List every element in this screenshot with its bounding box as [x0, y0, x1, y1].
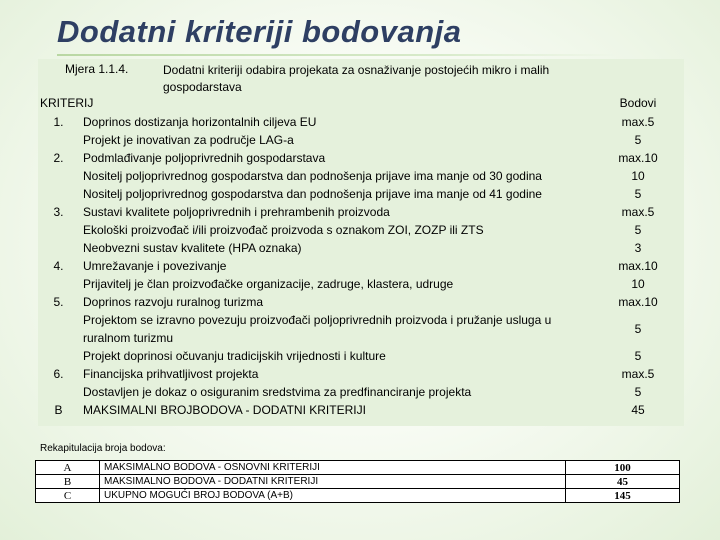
criteria-points: 5: [634, 133, 642, 147]
criteria-text: Doprinos razvoju ruralnog turizma: [83, 295, 264, 309]
criteria-text: Podmlađivanje poljoprivrednih gospodarstava: [83, 151, 326, 165]
recap-value: 100: [566, 461, 680, 475]
criteria-points: 45: [631, 403, 645, 417]
criteria-points: max.10: [618, 151, 658, 165]
criteria-number: 2.: [53, 151, 64, 165]
criteria-number: 3.: [53, 205, 64, 219]
criteria-points: max.10: [618, 295, 658, 309]
kriterij-header: KRITERIJ: [40, 96, 94, 110]
criteria-points: 10: [631, 277, 645, 291]
criteria-text: MAKSIMALNI BROJBODOVA - DODATNI KRITERIJI: [83, 403, 366, 417]
criteria-text: Neobvezni sustav kvalitete (HPA oznaka): [83, 241, 302, 255]
recap-value: 145: [566, 489, 680, 503]
criteria-points: max.5: [621, 205, 655, 219]
criteria-text: Prijavitelj je član proizvođačke organizacije, zadruge, klastera, udruge: [83, 277, 454, 291]
criteria-number: B: [54, 403, 63, 417]
recap-value: 45: [566, 475, 680, 489]
recap-label-cell: MAKSIMALNO BODOVA - OSNOVNI KRITERIJI: [100, 461, 566, 475]
recap-code: A: [36, 461, 100, 475]
criteria-text: Financijska prihvatljivost projekta: [83, 367, 259, 381]
criteria-text: Projektom se izravno povezuju proizvođači poljoprivrednih proizvoda i pružanje usluga u ruralnom turizmu: [83, 313, 552, 345]
recap-label-cell: UKUPNO MOGUĆI BROJ BODOVA (A+B): [100, 489, 566, 503]
criteria-points: max.5: [621, 367, 655, 381]
criteria-number: 6.: [53, 367, 64, 381]
criteria-text: Doprinos dostizanja horizontalnih ciljeva EU: [83, 115, 317, 129]
criteria-text: Nositelj poljoprivrednog gospodarstva dan podnošenja prijave ima manje od 30 godina: [83, 169, 542, 183]
criteria-points: 5: [634, 349, 642, 363]
recap-label: Rekapitulacija broja bodova:: [40, 443, 166, 454]
criteria-number: 4.: [53, 259, 64, 273]
criteria-points: 5: [634, 385, 642, 399]
table-row: [36, 475, 680, 489]
recap-label-cell: MAKSIMALNO BODOVA - DODATNI KRITERIJI: [100, 475, 566, 489]
recap-code: B: [36, 475, 100, 489]
criteria-text: Sustavi kvalitete poljoprivrednih i prehrambenih proizvoda: [83, 205, 390, 219]
criteria-points: 5: [634, 223, 642, 237]
bodovi-header: Bodovi: [619, 96, 657, 110]
measure-code: Mjera 1.1.4.: [65, 62, 129, 76]
recap-table: [35, 460, 680, 503]
page-title: Dodatni kriteriji bodovanja: [57, 14, 462, 49]
criteria-number: 5.: [53, 295, 64, 309]
table-row: [36, 461, 680, 475]
criteria-points: 5: [634, 322, 642, 336]
table-row: [36, 489, 680, 503]
criteria-points: 3: [634, 241, 642, 255]
criteria-number: 1.: [53, 115, 64, 129]
title-underline: [57, 54, 617, 56]
recap-code: C: [36, 489, 100, 503]
criteria-text: Projekt je inovativan za područje LAG-a: [83, 133, 294, 147]
criteria-text: Projekt doprinosi očuvanju tradicijskih vrijednosti i kulture: [83, 349, 386, 363]
criteria-text: Ekološki proizvođač i/ili proizvođač proizvoda s oznakom ZOI, ZOZP ili ZTS: [83, 223, 484, 237]
criteria-points: max.5: [621, 115, 655, 129]
criteria-text: Nositelj poljoprivrednog gospodarstva dan podnošenja prijave ima manje od 41 godine: [83, 187, 542, 201]
criteria-text: Dostavljen je dokaz o osiguranim sredstvima za predfinanciranje projekta: [83, 385, 472, 399]
criteria-text: Umrežavanje i povezivanje: [83, 259, 227, 273]
criteria-points: 10: [631, 169, 645, 183]
criteria-points: 5: [634, 187, 642, 201]
criteria-points: max.10: [618, 259, 658, 273]
measure-description: Dodatni kriteriji odabira projekata za osnaživanje postojećih mikro i malih gospodarstava: [163, 63, 550, 94]
